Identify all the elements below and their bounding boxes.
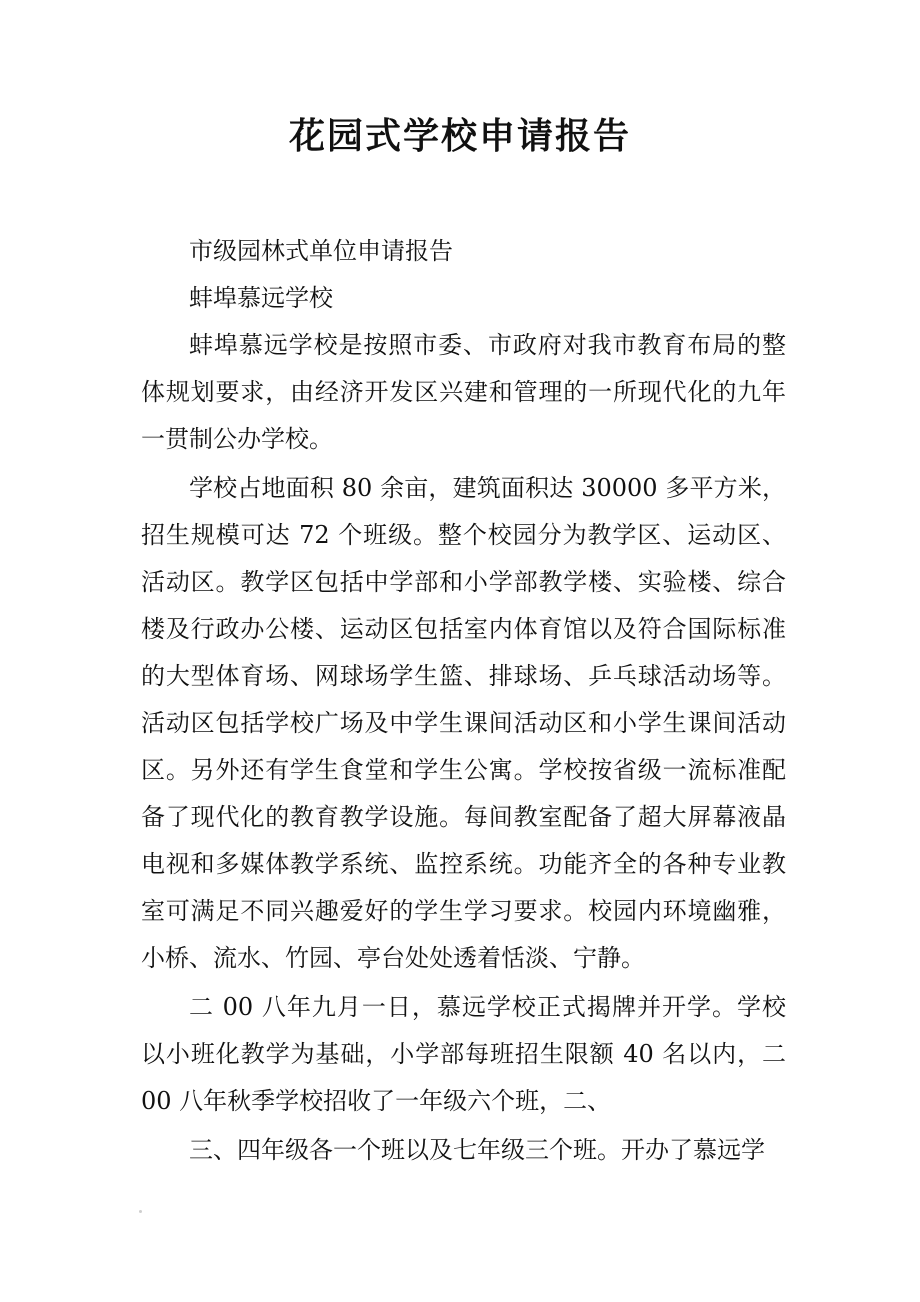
- paragraph-classes: 三、四年级各一个班以及七年级三个班。开办了慕远学: [189, 1136, 765, 1164]
- paragraph-campus: 学校占地面积 80 余亩，建筑面积达 30000 多平方米，招生规模可达 72 个班级。整个校园分为教学区、运动区、活动区。教学区包括中学部和小学部教学楼、实验楼、综合楼及行政办公楼、运动区包括室内体育馆以及符合国际标准的大型体育场、网球场学生篮、排球场、乒乓球活动场等。活动区包括学校广场及中学生课间活动区和小学生课间活动区。另外还有学生食堂和学生公寓。学校按省级一流标准配备了现代化的教育教学设施。每间教室配备了超大屏幕液晶电视和多媒体教学系统、监控系统。功能齐全的各种专业教室可满足不同兴趣爱好的学生学习要求。校园内环境幽雅，小桥、流水、竹园、亭台处处透着恬淡、宁静。: [141, 474, 786, 972]
- paragraph-school-name: 蚌埠慕远学校: [189, 284, 333, 312]
- paragraph-heading: 市级园林式单位申请报告: [189, 237, 453, 265]
- scan-speck: [139, 1210, 142, 1213]
- document-body: [141, 228, 786, 1174]
- paragraph-opening: 二 00 八年九月一日，慕远学校正式揭牌并开学。学校以小班化教学为基础，小学部每班招生限额 40 名以内，二 00 八年秋季学校招收了一年级六个班，二、: [141, 993, 786, 1115]
- document-title: 花园式学校申请报告: [288, 115, 631, 157]
- paragraph-intro: 蚌埠慕远学校是按照市委、市政府对我市教育布局的整体规划要求，由经济开发区兴建和管理的一所现代化的九年一贯制公办学校。: [141, 331, 786, 453]
